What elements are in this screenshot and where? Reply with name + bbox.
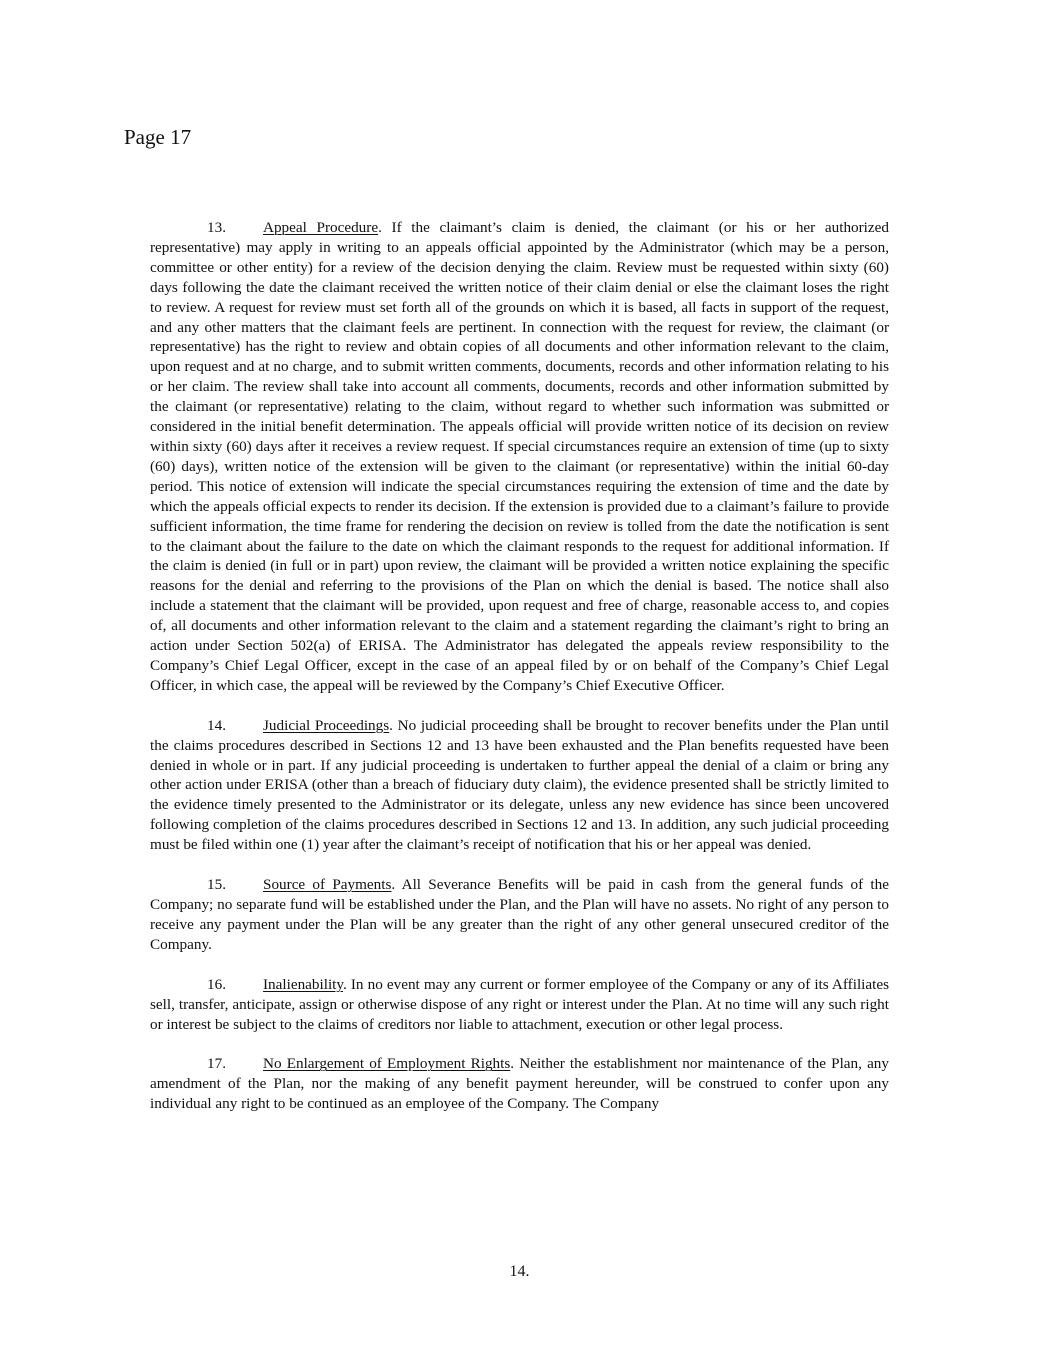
- section-number: 16.: [207, 975, 226, 993]
- section-text: . Neither the establishment nor maintenance of the Plan, any amendment of the Plan, nor the making of any benefit payment hereunder, will be construed to confer upon any individual any right to be continued as an employee of the Company. The Company: [150, 1055, 889, 1113]
- section-heading: Inalienability: [263, 975, 343, 993]
- footer-page-number: 14.: [509, 1263, 530, 1280]
- section-14-judicial-proceedings: [150, 716, 889, 855]
- section-number: 17.: [207, 1055, 226, 1073]
- section-17-no-enlargement-of-employment-rights: [150, 1054, 889, 1114]
- section-text: . All Severance Benefits will be paid in cash from the general funds of the Company; no separate fund will be established under the Plan, and the Plan will have no assets. No right of any person to receive any payment under the Plan will be any greater than the right of any other general unsecured creditor of the Company.: [150, 876, 889, 953]
- section-heading: Appeal Procedure: [263, 219, 379, 236]
- section-16-inalienability: [150, 975, 889, 1035]
- section-heading: Judicial Proceedings: [263, 716, 390, 734]
- page-label: Page 17: [124, 125, 192, 149]
- section-15-source-of-payments: [150, 875, 889, 955]
- document-body: [150, 218, 889, 1134]
- section-text: . In no event may any current or former employee of the Company or any of its Affiliates sell, transfer, anticipate, assign or otherwise dispose of any right or interest under the Plan. At no time will any such right or interest be subject to the claims of creditors nor liable to attachment, execution or other legal process.: [150, 975, 889, 1033]
- section-13-appeal-procedure: [150, 218, 889, 696]
- section-number: 14.: [207, 716, 226, 734]
- section-text: . No judicial proceeding shall be brought to recover benefits under the Plan until the claims procedures described in Sections 12 and 13 have been exhausted and the Plan benefits requested have been denied in whole or in part. If any judicial proceeding is undertaken to further appeal the denial of a claim or bring any other action under ERISA (other than a breach of fiduciary duty claim), the evidence presented shall be strictly limited to the evidence timely presented to the Administrator or its delegate, unless any new evidence has since been uncovered following completion of the claims procedures described in Sections 12 and 13. In addition, any such judicial proceeding must be filed within one (1) year after the claimant’s receipt of notification that his or her appeal was denied.: [150, 716, 889, 854]
- section-heading: Source of Payments: [263, 876, 392, 894]
- section-number: 15.: [207, 876, 226, 894]
- section-heading: No Enlargement of Employment Rights: [263, 1055, 511, 1073]
- section-text: . If the claimant’s claim is denied, the claimant (or his or her authorized representative) may apply in writing to an appeals official appointed by the Administrator (which may be a person, committee or other entity) for a review of the decision denying the claim. Review must be requested within sixty (60) days following the date the claimant received the written notice of their claim denial or else the claimant loses the right to review. A request for review must set forth all of the grounds on which it is based, all facts in support of the request, and any other matters that the claimant feels are pertinent. In connection with the request for review, the claimant (or representative) has the right to review and obtain copies of all documents and other information relevant to the claim, upon request and at no charge, and to submit written comments, documents, records and other information relating to his or her claim. The review shall take into account all comments, documents, records and other information submitted by the claimant (or representative) relating to the claim, without regard to whether such information was submitted or considered in the initial benefit determination. The appeals official will provide written notice of its decision on review within sixty (60) days after it receives a review request. If special circumstances require an extension of time (up to sixty (60) days), written notice of the extension will be given to the claimant (or representative) within the initial 60-day period. This notice of extension will indicate the special circumstances requiring the extension of time and the date by which the appeals official expects to render its decision. If the extension is provided due to a claimant’s failure to provide sufficient information, the time frame for rendering the decision on review is tolled from the date the notification is sent to the claimant about the failure to the date on which the claimant responds to the request for additional information. If the claim is denied (in full or in part) upon review, the claimant will be provided a written notice explaining the specific reasons for the denial and referring to the provisions of the Plan on which the denial is based. The notice shall also include a statement that the claimant will be provided, upon request and free of charge, reasonable access to, and copies of, all documents and other information relevant to the claim and a statement regarding the claimant’s right to bring an action under Section 502(a) of ERISA. The Administrator has delegated the appeals review responsibility to the Company’s Chief Legal Officer, except in the case of an appeal filed by or on behalf of the Company’s Chief Legal Officer, in which case, the appeal will be reviewed by the Company’s Chief Executive Officer.: [150, 219, 889, 694]
- section-number: 13.: [207, 219, 226, 236]
